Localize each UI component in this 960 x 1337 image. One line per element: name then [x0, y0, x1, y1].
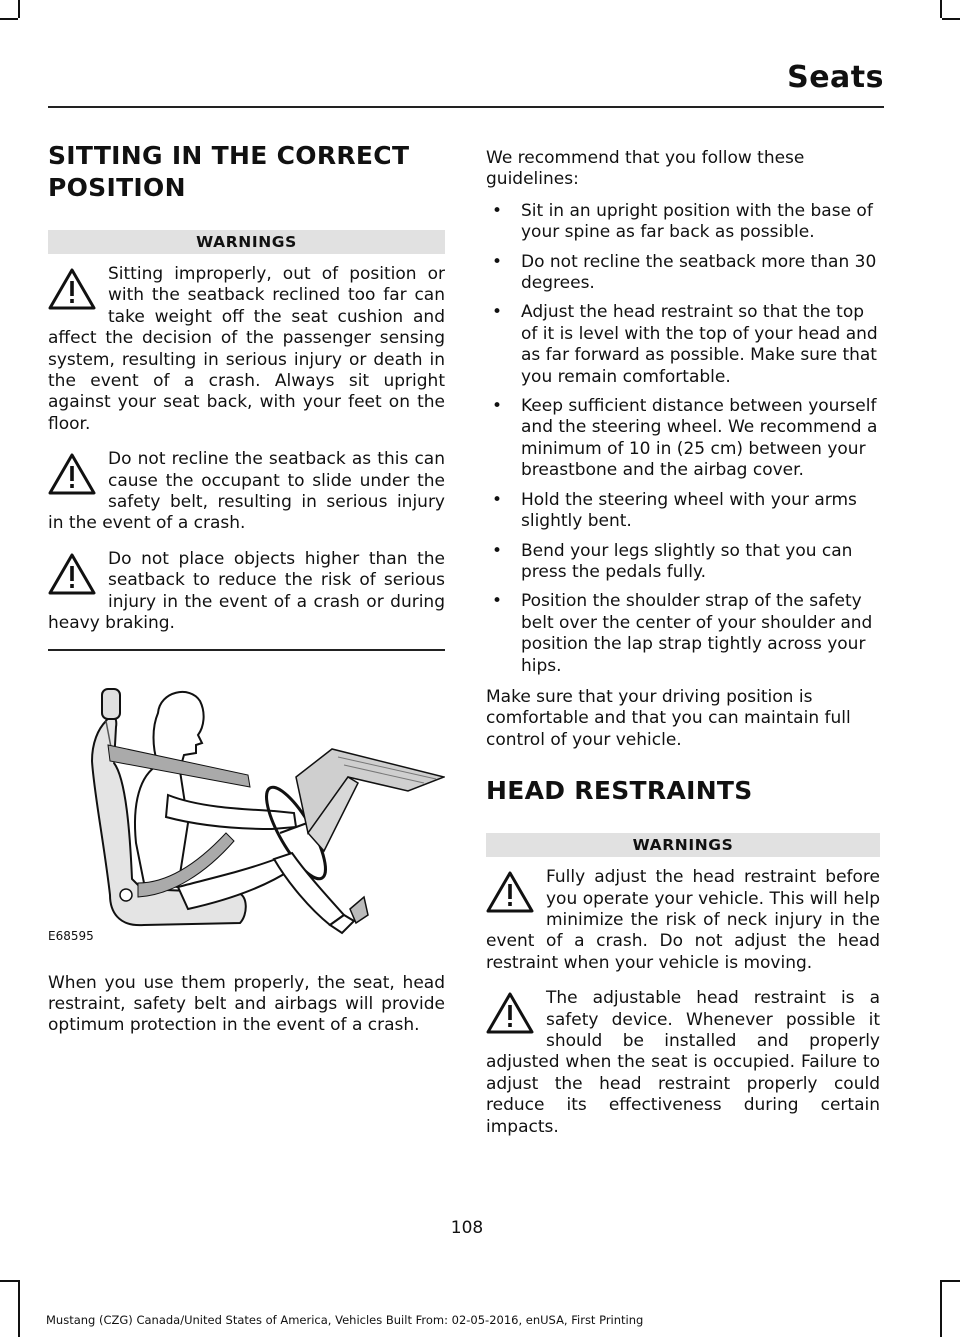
- list-item: • Adjust the head restraint so that the top of it is level with the top of your head and as far forward as possible. Make sure that you remain comfortable.: [486, 302, 880, 388]
- warnings-label: WARNINGS: [48, 230, 445, 254]
- footer-text: Mustang (CZG) Canada/United States of America, Vehicles Built From: 02-05-2016, enUSA, First Printing: [46, 1313, 644, 1327]
- warnings-label: WARNINGS: [486, 833, 880, 857]
- crop-mark: [942, 18, 960, 20]
- warning-text: The adjustable head restraint is a safety device. Whenever possible it should be installed and properly adjusted when the seat is occupied. Failure to adjust the head restraint properly could reduce its effectiveness during certain impacts.: [486, 988, 880, 1137]
- warning-triangle-icon: [48, 451, 104, 499]
- warning-item: [48, 449, 445, 535]
- list-item: • Do not recline the seatback more than 30 degrees.: [486, 252, 880, 295]
- warning-triangle-icon: [48, 266, 104, 314]
- crop-mark: [0, 18, 18, 20]
- warning-text: Do not recline the seatback as this can cause the occupant to slide under the safety belt, resulting in serious injury in the event of a crash.: [48, 449, 445, 534]
- crop-mark: [18, 0, 20, 18]
- guidelines-list: [486, 201, 880, 677]
- warning-item: [486, 867, 880, 974]
- warning-triangle-icon: [486, 869, 542, 917]
- warning-item: [48, 549, 445, 635]
- warning-triangle-icon: [48, 551, 104, 599]
- warnings-divider: [48, 649, 445, 651]
- crop-mark: [18, 1280, 20, 1337]
- figure-label: E68595: [48, 928, 94, 943]
- warning-item: [48, 264, 445, 435]
- guidelines-intro: We recommend that you follow these guidelines:: [486, 148, 805, 190]
- warning-text: Do not place objects higher than the seatback to reduce the risk of serious injury in the event of a crash or during heavy braking.: [48, 548, 445, 634]
- crop-mark: [0, 1280, 18, 1282]
- warning-triangle-icon: [486, 990, 542, 1038]
- warning-item: [486, 988, 880, 1138]
- page-number: 108: [450, 1218, 484, 1238]
- heading-head-restraints: HEAD RESTRAINTS: [486, 776, 753, 806]
- right-column: [486, 148, 880, 1152]
- header-divider: [48, 106, 884, 108]
- crop-mark: [940, 1280, 942, 1337]
- heading-sitting-position: SITTING IN THE CORRECT POSITION: [48, 141, 410, 202]
- crop-mark: [942, 1280, 960, 1282]
- crop-mark: [940, 0, 942, 18]
- seating-position-illustration: [48, 683, 445, 953]
- closing-paragraph: Make sure that your driving position is comfortable and that you can maintain full control of your vehicle.: [486, 686, 851, 750]
- list-item: • Position the shoulder strap of the safety belt over the center of your shoulder and position the lap strap tightly across your hips.: [486, 591, 880, 677]
- warning-text: Sitting improperly, out of position or with the seatback reclined too far can take weight off the seat cushion and affect the decision of the passenger sensing system, resulting in serious injury or death in the event of a crash. Always sit upright against your seat back, with your feet on the floor.: [48, 264, 445, 434]
- left-column: [48, 140, 445, 1037]
- warning-text: Fully adjust the head restraint before you operate your vehicle. This will help minimize the risk of neck injury in the event of a crash. Do not adjust the head restraint when your vehicle is moving.: [486, 867, 880, 973]
- list-item: • Sit in an upright position with the base of your spine as far back as possible.: [486, 201, 880, 244]
- driver-seat-diagram: [48, 683, 445, 953]
- section-title: Seats: [787, 60, 884, 95]
- list-item: • Hold the steering wheel with your arms slightly bent.: [486, 490, 880, 533]
- list-item: • Keep sufficient distance between yourself and the steering wheel. We recommend a minimum of 10 in (25 cm) between your breastbone and the airbag cover.: [486, 396, 880, 482]
- list-item: • Bend your legs slightly so that you can press the pedals fully.: [486, 541, 880, 584]
- protection-paragraph: When you use them properly, the seat, head restraint, safety belt and airbags will provide optimum protection in the event of a crash.: [48, 972, 445, 1036]
